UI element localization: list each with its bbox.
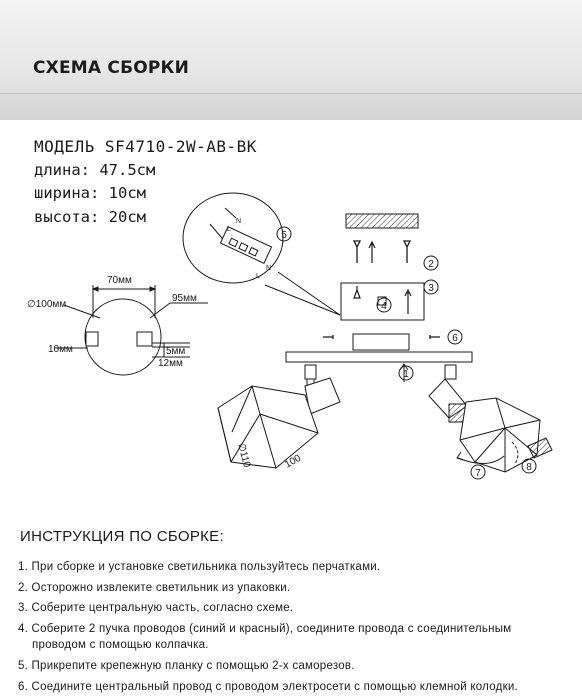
dim-diameter: ∅100мм (27, 299, 67, 310)
ceiling-screws (354, 241, 410, 263)
wire-label-n2: N (266, 265, 272, 272)
dim-top-width: 70мм (107, 275, 132, 286)
height-line: высота: 20см (34, 207, 146, 226)
length-line: длина: 47.5см (34, 160, 156, 179)
callout-8: 8 (526, 462, 532, 473)
instructions-section (18, 528, 578, 699)
dim-left-small: 10мм (48, 344, 73, 355)
step-4: 4. Соберите 2 пучка проводов (синий и красный), соедините провода с соединительным (18, 622, 512, 635)
dim-right-b: 12мм (158, 358, 183, 369)
width-line: ширина: 10см (34, 184, 146, 202)
callout-3: 3 (428, 283, 434, 294)
ceiling (346, 214, 418, 228)
callout-1: 1 (403, 369, 409, 380)
mounting-plate (323, 283, 440, 350)
step-5: 5. Прикрепите крепежную планку с помощью 2-х саморезов. (18, 659, 355, 672)
step-6: 6. Соедините центральный провод с проводом электросети с помощью клемной колодки. (18, 680, 518, 693)
model-line: МОДЕЛЬ SF4710-2W-AB-BK (34, 137, 257, 156)
page-title: СХЕМА СБОРКИ (33, 58, 190, 78)
step-2: 2. Осторожно извлеките светильник из упаковки. (18, 581, 291, 594)
step-4-continued: проводом с помощью колпачка. (32, 639, 209, 652)
step-1: 1. При сборке и установке светильника пользуйтесь перчатками. (18, 561, 381, 573)
dim-shade-length: 100 (283, 452, 303, 471)
dim-right: 95мм (172, 293, 197, 304)
callout-4: 4 (381, 301, 387, 312)
dim-shade-diameter: ∅110 (235, 441, 253, 469)
step-3: 3. Соберите центральную часть, согласно схеме. (18, 602, 294, 615)
callout-7: 7 (475, 468, 481, 479)
instructions-list (18, 559, 578, 695)
wire-label-n1: N (236, 218, 242, 225)
right-spotlight (429, 365, 552, 472)
callout-2: 2 (428, 259, 434, 270)
canopy-circle (85, 299, 161, 375)
dim-right-a: 5мм (166, 346, 186, 357)
instructions-heading: ИНСТРУКЦИЯ ПО СБОРКЕ: (20, 528, 224, 545)
callout-6: 6 (452, 333, 458, 344)
wiring-detail (183, 193, 340, 315)
wire-label-l1: L (227, 226, 231, 233)
left-spotlight (218, 365, 340, 468)
main-bar (286, 352, 472, 382)
callout-5: 5 (281, 230, 287, 241)
wire-label-l2: L (256, 273, 260, 280)
